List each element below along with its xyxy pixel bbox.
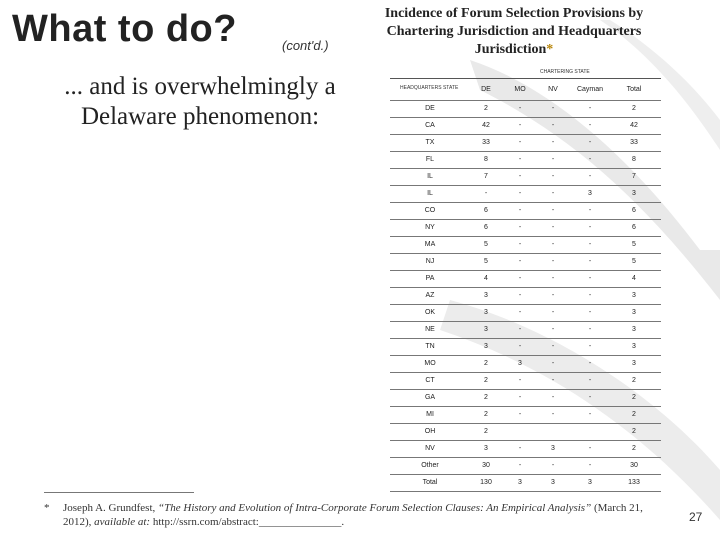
table-cell-de: 3 bbox=[484, 309, 488, 316]
table-cell-cayman: - bbox=[588, 241, 592, 248]
table-cell-cayman: 3 bbox=[588, 190, 592, 197]
table-cell-de: 6 bbox=[484, 224, 488, 231]
footnote-rule bbox=[44, 492, 194, 493]
table-row-state: NY bbox=[425, 224, 435, 231]
table-cell-total: 33 bbox=[630, 139, 638, 146]
table-cell-total: 5 bbox=[632, 258, 636, 265]
table-cell-cayman: - bbox=[588, 173, 592, 180]
table-cell-cayman: - bbox=[588, 207, 592, 214]
table-cell-de: 33 bbox=[482, 139, 490, 146]
table-cell-total: 6 bbox=[632, 207, 636, 214]
table-cell-de: 42 bbox=[482, 122, 490, 129]
table-row-state: CA bbox=[425, 122, 435, 129]
table-cell-cayman: - bbox=[588, 156, 592, 163]
table-cell-cayman: - bbox=[588, 326, 592, 333]
table-cell-total: 3 bbox=[632, 309, 636, 316]
table-cell-total: 8 bbox=[632, 156, 636, 163]
table-cell-mo: - bbox=[518, 275, 522, 282]
footnote-author: Joseph A. Grundfest, bbox=[63, 502, 159, 514]
table-cell-nv: 3 bbox=[551, 445, 555, 452]
table-cell-de: 7 bbox=[484, 173, 488, 180]
table-cell-cayman: - bbox=[588, 139, 592, 146]
table-cell-mo: - bbox=[518, 207, 522, 214]
table-cell-total: 133 bbox=[628, 479, 640, 486]
table-title-marker: * bbox=[546, 42, 554, 57]
table-bottom-rule bbox=[390, 491, 661, 492]
column-header-de: DE bbox=[481, 86, 491, 93]
table-cell-mo: - bbox=[518, 105, 522, 112]
table-cell-total: 2 bbox=[632, 428, 636, 435]
table-cell-nv: - bbox=[551, 326, 555, 333]
table-cell-mo: - bbox=[518, 394, 522, 401]
table-cell-nv: 3 bbox=[551, 479, 555, 486]
table-cell-mo: 3 bbox=[518, 360, 522, 367]
table-cell-cayman: - bbox=[588, 122, 592, 129]
table-cell-de: 5 bbox=[484, 258, 488, 265]
table-cell-total: 2 bbox=[632, 411, 636, 418]
table-cell-cayman bbox=[568, 423, 612, 440]
table-cell-total: 42 bbox=[630, 122, 638, 129]
table-cell-mo: 3 bbox=[518, 479, 522, 486]
table-cell-nv: - bbox=[551, 309, 555, 316]
table-cell-de: 4 bbox=[484, 275, 488, 282]
table-cell-total: 2 bbox=[632, 445, 636, 452]
table-row-state: OH bbox=[424, 428, 436, 435]
table-cell-cayman: - bbox=[588, 343, 592, 350]
table-row-state: AZ bbox=[425, 292, 435, 299]
table-cell-mo: - bbox=[518, 462, 522, 469]
table-cell-cayman: - bbox=[588, 394, 592, 401]
table-cell-nv: - bbox=[551, 122, 555, 129]
table-cell-mo: - bbox=[518, 190, 522, 197]
table-row-state: PA bbox=[425, 275, 435, 282]
table-cell-cayman: - bbox=[588, 462, 592, 469]
chartering-state-header: CHARTERING STATE bbox=[540, 69, 590, 75]
table-row-state: FL bbox=[425, 156, 435, 163]
table-row-state: OK bbox=[424, 309, 436, 316]
footnote-url: http://ssrn.com/abstract:_______________. bbox=[150, 516, 345, 528]
table-cell-de: 3 bbox=[484, 292, 488, 299]
table-cell-cayman: - bbox=[588, 275, 592, 282]
table-cell-nv: - bbox=[551, 190, 555, 197]
table-row-state: NV bbox=[425, 445, 435, 452]
slide-title-continued: (cont'd.) bbox=[282, 38, 329, 53]
table-cell-de: 2 bbox=[484, 411, 488, 418]
table-cell-total: 5 bbox=[632, 241, 636, 248]
headquarters-state-header: HEADQUARTERS STATE bbox=[400, 85, 459, 91]
slide-subtitle: ... and is overwhelmingly a Delaware phenomenon: bbox=[64, 73, 336, 130]
table-cell-total: 6 bbox=[632, 224, 636, 231]
table-cell-mo: - bbox=[518, 445, 522, 452]
table-cell-cayman: - bbox=[588, 292, 592, 299]
table-cell-de: 6 bbox=[484, 207, 488, 214]
table-cell-nv: - bbox=[551, 360, 555, 367]
table-cell-de: 3 bbox=[484, 445, 488, 452]
table-row-state: GA bbox=[424, 394, 436, 401]
table-cell-nv: - bbox=[551, 462, 555, 469]
table-cell-cayman: - bbox=[588, 309, 592, 316]
table-row-state: DE bbox=[425, 105, 435, 112]
table-cell-total: 2 bbox=[632, 105, 636, 112]
table-row-state: NE bbox=[425, 326, 435, 333]
table-cell-nv: - bbox=[551, 139, 555, 146]
table-row-state: IL bbox=[427, 173, 433, 180]
table-row-state: CT bbox=[425, 377, 435, 384]
footnote-date: (March 21, 2012), bbox=[63, 502, 643, 528]
table-cell-mo: - bbox=[518, 173, 522, 180]
table-cell-total: 7 bbox=[632, 173, 636, 180]
table-cell-cayman: - bbox=[588, 445, 592, 452]
table-cell-nv: - bbox=[551, 241, 555, 248]
table-cell-total: 3 bbox=[632, 360, 636, 367]
footnote bbox=[44, 501, 664, 529]
table-cell-de: - bbox=[484, 190, 488, 197]
table-row-state: IL bbox=[427, 190, 433, 197]
table-cell-de: 2 bbox=[484, 377, 488, 384]
table-cell-total: 4 bbox=[632, 275, 636, 282]
table-cell-nv: - bbox=[551, 377, 555, 384]
slide-title: What to do? bbox=[12, 8, 237, 50]
table-cell-total: 3 bbox=[632, 292, 636, 299]
table-cell-cayman: - bbox=[588, 411, 592, 418]
table-cell-nv: - bbox=[551, 343, 555, 350]
table-cell-total: 3 bbox=[632, 343, 636, 350]
table-row-state: MI bbox=[426, 411, 434, 418]
table-row-state: Other bbox=[421, 462, 439, 469]
footnote-paper-title: “The History and Evolution of Intra-Corporate Forum Selection Clauses: An Empirical Analysis” bbox=[158, 502, 592, 514]
table-cell-de: 3 bbox=[484, 326, 488, 333]
table-cell-nv: - bbox=[551, 105, 555, 112]
table-cell-cayman: - bbox=[588, 105, 592, 112]
table-cell-nv: - bbox=[551, 394, 555, 401]
table-cell-de: 2 bbox=[484, 360, 488, 367]
table-cell-total: 3 bbox=[632, 326, 636, 333]
header-rule bbox=[390, 78, 661, 79]
table-row-state: TN bbox=[425, 343, 435, 350]
table-cell-nv: - bbox=[551, 224, 555, 231]
column-header-nv: NV bbox=[548, 86, 558, 93]
table-row-state: MO bbox=[424, 360, 436, 367]
table-cell-mo: - bbox=[518, 309, 522, 316]
table-cell-nv: - bbox=[551, 207, 555, 214]
table-cell-mo: - bbox=[518, 224, 522, 231]
table-cell-de: 130 bbox=[480, 479, 492, 486]
table-cell-nv: - bbox=[551, 258, 555, 265]
table-cell-mo: - bbox=[518, 258, 522, 265]
column-header-mo: MO bbox=[514, 86, 526, 93]
table-cell-mo: - bbox=[518, 139, 522, 146]
table-cell-cayman: - bbox=[588, 258, 592, 265]
column-header-cayman: Cayman bbox=[576, 86, 604, 93]
table-title-text: Incidence of Forum Selection Provisions by Chartering Jurisdiction and Headquarters Jurisdiction bbox=[384, 6, 644, 57]
page-number: 27 bbox=[689, 510, 703, 524]
table-cell-de: 2 bbox=[484, 394, 488, 401]
table-row-state: TX bbox=[425, 139, 435, 146]
table-cell-cayman: 3 bbox=[588, 479, 592, 486]
table-cell-total: 30 bbox=[630, 462, 638, 469]
table-cell-de: 8 bbox=[484, 156, 488, 163]
table-cell-de: 5 bbox=[484, 241, 488, 248]
table-cell-de: 2 bbox=[484, 428, 488, 435]
footnote-available: available at: bbox=[94, 516, 151, 528]
column-header-total: Total bbox=[626, 86, 642, 93]
table-cell-total: 3 bbox=[632, 190, 636, 197]
table-row-state: CO bbox=[424, 207, 436, 214]
table-row-state: Total bbox=[422, 479, 438, 486]
table-cell-de: 30 bbox=[482, 462, 490, 469]
table-cell-mo: - bbox=[518, 156, 522, 163]
table-cell-mo: - bbox=[518, 241, 522, 248]
table-cell-de: 2 bbox=[484, 105, 488, 112]
table-cell-mo: - bbox=[518, 411, 522, 418]
table-cell-nv: - bbox=[551, 275, 555, 282]
table-cell-mo: - bbox=[518, 343, 522, 350]
table-cell-mo: - bbox=[518, 326, 522, 333]
table-row-state: NJ bbox=[425, 258, 435, 265]
table-cell-total: 2 bbox=[632, 377, 636, 384]
table-cell-mo: - bbox=[518, 122, 522, 129]
table-cell-de: 3 bbox=[484, 343, 488, 350]
table-cell-nv: - bbox=[551, 292, 555, 299]
table-cell-cayman: - bbox=[588, 224, 592, 231]
table-cell-mo: - bbox=[518, 377, 522, 384]
table-cell-mo: - bbox=[518, 292, 522, 299]
table-cell-total: 2 bbox=[632, 394, 636, 401]
table-title bbox=[378, 5, 650, 59]
table-cell-nv: - bbox=[551, 411, 555, 418]
footnote-marker: * bbox=[44, 502, 50, 514]
table-cell-cayman: - bbox=[588, 377, 592, 384]
table-row-state: MA bbox=[424, 241, 436, 248]
table-cell-nv: - bbox=[551, 156, 555, 163]
table-cell-nv: - bbox=[551, 173, 555, 180]
table-cell-cayman: - bbox=[588, 360, 592, 367]
